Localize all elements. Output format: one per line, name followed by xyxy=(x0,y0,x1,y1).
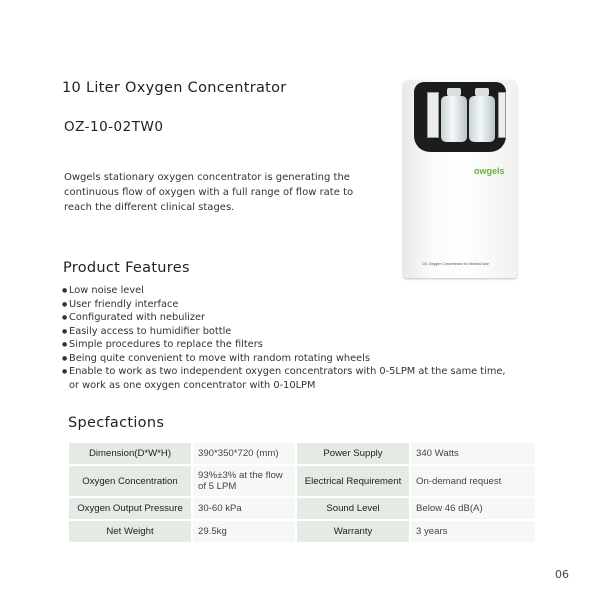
product-image xyxy=(403,80,517,278)
spec-key: Net Weight xyxy=(69,521,193,544)
bottle-cap-right xyxy=(475,88,489,96)
spec-value: 340 Watts xyxy=(411,443,537,466)
model-number: OZ-10-02TW0 xyxy=(64,119,164,135)
device-control-panel xyxy=(414,82,506,152)
spec-value: 29.5kg xyxy=(193,521,297,544)
feature-item: ● Being quite convenient to move with random rotating wheels xyxy=(63,352,513,366)
specs-heading: Specfactions xyxy=(68,415,165,431)
humidifier-bottle-right xyxy=(469,96,495,142)
spec-key: Warranty xyxy=(297,521,411,544)
table-row xyxy=(69,466,537,498)
spec-value: 30-60 kPa xyxy=(193,498,297,521)
table-row xyxy=(69,443,537,466)
humidifier-bottle-left xyxy=(441,96,467,142)
flowmeter-right xyxy=(498,92,506,138)
table-row xyxy=(69,521,537,544)
spec-key: Power Supply xyxy=(297,443,411,466)
page-title: 10 Liter Oxygen Concentrator xyxy=(62,80,287,96)
spec-key: Oxygen Output Pressure xyxy=(69,498,193,521)
spec-value: 3 years xyxy=(411,521,537,544)
page-number: 06 xyxy=(555,568,569,581)
spec-value: On-demand request xyxy=(411,466,537,498)
spec-key: Dimension(D*W*H) xyxy=(69,443,193,466)
feature-item: ● Simple procedures to replace the filters xyxy=(63,338,513,352)
brand-logo: owgels xyxy=(474,166,505,176)
flowmeter-left xyxy=(427,92,439,138)
feature-item: ● Low noise level xyxy=(63,284,513,298)
spec-key: Electrical Requirement xyxy=(297,466,411,498)
spec-table xyxy=(69,443,537,544)
feature-item: ● User friendly interface xyxy=(63,298,513,312)
spec-value: Below 46 dB(A) xyxy=(411,498,537,521)
intro-paragraph: Owgels stationary oxygen concentrator is generating the continuous flow of oxygen with a full range of flow rate to reach the different clinical stages. xyxy=(64,172,354,213)
spec-value: 93%±3% at the flow of 5 LPM xyxy=(193,466,297,498)
feature-item: ● Configurated with nebulizer xyxy=(63,311,513,325)
features-heading: Product Features xyxy=(63,260,190,276)
spec-value: 390*350*720 (mm) xyxy=(193,443,297,466)
feature-item: ● Easily access to humidifier bottle xyxy=(63,325,513,339)
spec-key: Oxygen Concentration xyxy=(69,466,193,498)
table-row xyxy=(69,498,537,521)
bottle-cap-left xyxy=(447,88,461,96)
feature-item: ● Enable to work as two independent oxygen concentrators with 0-5LPM at the same time, or work as one oxygen concentrator with 0-10LPM xyxy=(63,365,513,392)
device-label: 10L Oxygen Concentrator for Medical Use xyxy=(422,262,489,266)
features-list xyxy=(63,284,513,392)
spec-key: Sound Level xyxy=(297,498,411,521)
